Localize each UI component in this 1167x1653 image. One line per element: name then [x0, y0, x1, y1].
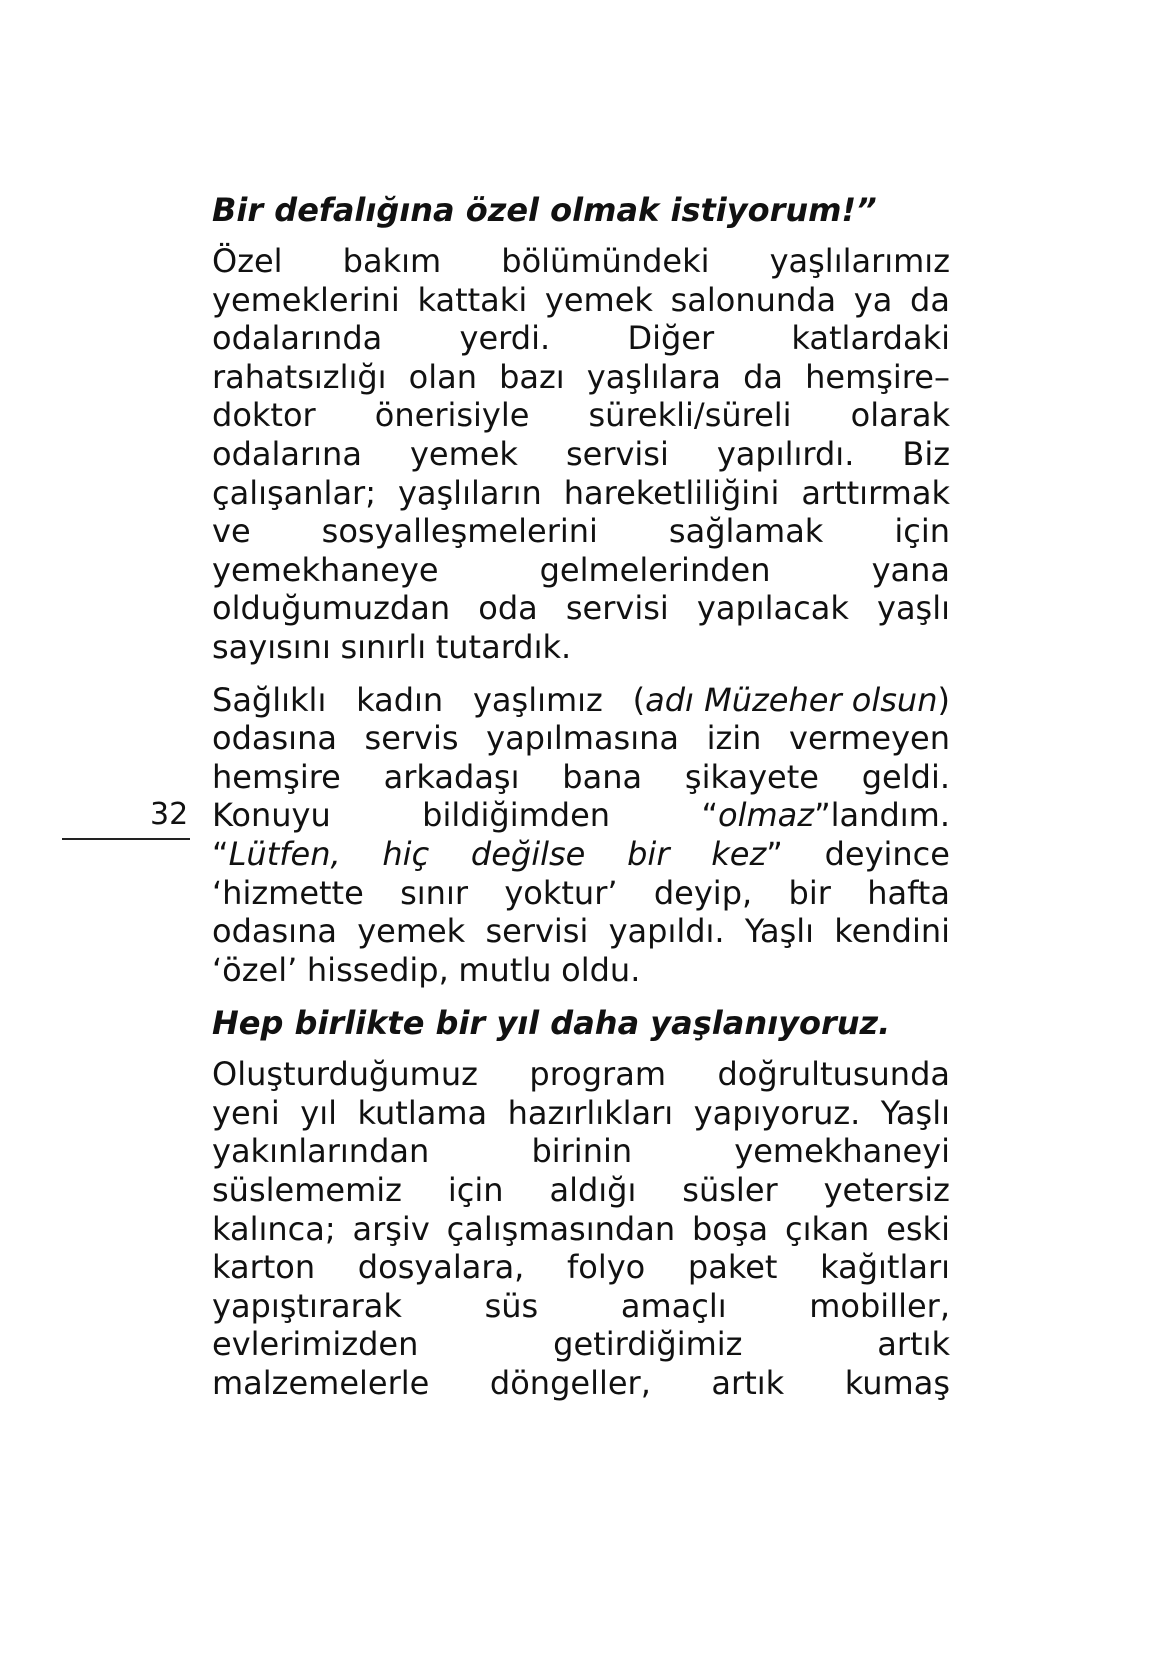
word: çalışanlar; [212, 473, 376, 512]
word: yakınlarından [212, 1132, 430, 1171]
text-line [212, 1325, 950, 1364]
word: izin [706, 719, 762, 758]
word: Sağlıklı [212, 680, 327, 719]
word: paket [687, 1248, 778, 1287]
word: yapıldı. [608, 912, 725, 951]
text-line [212, 758, 950, 797]
word: Yaşlı [744, 912, 815, 951]
text-line [212, 1055, 950, 1094]
word: süsler [682, 1171, 778, 1210]
text-line [212, 1364, 950, 1403]
word: yapıyoruz. [693, 1093, 861, 1132]
word: ve [212, 512, 251, 551]
word: hissedip, [306, 950, 449, 989]
word: mutlu [458, 950, 552, 989]
word: yaşlımız [472, 680, 603, 719]
word: doğrultusunda [717, 1055, 950, 1094]
word: servisi [485, 912, 589, 951]
word: sosyalleşmelerini [321, 512, 598, 551]
word: önerisiyle [374, 396, 530, 435]
word: Yaşlı [880, 1093, 950, 1132]
word: için [894, 512, 950, 551]
word: aldığı [549, 1171, 637, 1210]
word: dosyalara, [357, 1248, 525, 1287]
word: vermeyen [789, 719, 950, 758]
text-line [212, 719, 950, 758]
word: yapılmasına [486, 719, 679, 758]
text-line [212, 1171, 950, 1210]
text-line [212, 435, 950, 474]
text-line [212, 1248, 950, 1287]
word: arttırmak [801, 473, 950, 512]
word: oldu. [561, 950, 641, 989]
word: hafta [867, 873, 950, 912]
word: yapılırdı. [716, 434, 855, 473]
word: rahatsızlığı [212, 357, 387, 396]
word: sınır [400, 873, 468, 912]
word: da [743, 357, 784, 396]
word: karton [212, 1248, 316, 1287]
word: malzemelerle [212, 1364, 430, 1403]
word: hemşire [212, 757, 341, 796]
word: bazı [499, 357, 565, 396]
word: yeni [212, 1093, 280, 1132]
word: kalınca; [212, 1209, 336, 1248]
word: yemekhaneye [212, 550, 439, 589]
word: bir [788, 873, 831, 912]
word: çıkan [784, 1209, 870, 1248]
word: için [447, 1171, 504, 1210]
word: olarak [850, 396, 950, 435]
word: şikayete [684, 757, 819, 796]
word: sürekli/süreli [588, 396, 792, 435]
word: servisi [565, 589, 669, 628]
word: eski [886, 1209, 950, 1248]
word: deyince [824, 834, 950, 873]
page-number: 32 [150, 797, 189, 832]
word: odalarına [212, 434, 362, 473]
text-line [212, 358, 950, 397]
word: yemeklerini [212, 280, 400, 319]
word: ‘hizmette [212, 873, 364, 912]
word: program [529, 1055, 666, 1094]
text-line [212, 874, 950, 913]
word: döngeller, [489, 1364, 651, 1403]
word: yıl [300, 1093, 337, 1132]
word: kadın [356, 680, 444, 719]
word: kutlama [357, 1093, 488, 1132]
word: süs [484, 1286, 539, 1325]
word: artık [877, 1325, 950, 1364]
text-line [212, 589, 950, 628]
word: deyip, [653, 873, 753, 912]
paragraph [212, 242, 950, 667]
word: yana [871, 550, 950, 589]
word: evlerimizden [212, 1325, 419, 1364]
word: servisi [565, 434, 669, 473]
word: amaçlı [620, 1286, 727, 1325]
word: arkadaşı [383, 757, 520, 796]
word: yapıştırarak [212, 1286, 402, 1325]
text-line [212, 1287, 950, 1326]
word: yaşlılara [586, 357, 722, 396]
word: kağıtları [820, 1248, 950, 1287]
word: bildiğimden [422, 796, 611, 835]
word: getirdiğimiz [553, 1325, 743, 1364]
word: çalışmasından [446, 1209, 676, 1248]
word: kumaş [844, 1364, 950, 1403]
text-line [212, 796, 950, 835]
word: yaşlıların [397, 473, 542, 512]
paragraph [212, 681, 950, 990]
word: sağlamak [668, 512, 824, 551]
word: salonunda [670, 280, 837, 319]
text-line [212, 242, 950, 281]
word: kattaki [417, 280, 528, 319]
word: Diğer [627, 319, 715, 358]
word: süslememiz [212, 1171, 402, 1210]
word: yemek [409, 434, 518, 473]
word: yemek [544, 280, 653, 319]
text-line [212, 1094, 950, 1133]
page-content [212, 190, 950, 1417]
section-heading: Bir defalığına özel olmak istiyorum!” [212, 191, 877, 229]
word: hazırlıkları [507, 1093, 674, 1132]
text-line [212, 281, 950, 320]
word: bir [627, 834, 670, 873]
word: birinin [531, 1132, 633, 1171]
word: yoktur’ [504, 873, 618, 912]
word: (adı Müzeher olsun) [632, 680, 950, 719]
word: artık [711, 1364, 785, 1403]
word: bana [562, 757, 643, 796]
word: ya [853, 280, 893, 319]
word: hareketliliğini [563, 473, 780, 512]
paragraph [212, 1055, 950, 1402]
word: değilse [470, 834, 586, 873]
word: gelmelerinden [539, 550, 771, 589]
section-heading: Hep birlikte bir yıl daha yaşlanıyoruz. [212, 1004, 891, 1043]
word: kendini [834, 912, 950, 951]
word: kez” [711, 834, 783, 873]
word: “olmaz”landım. [701, 796, 950, 835]
text-line [212, 474, 950, 513]
text-line [212, 628, 950, 667]
word: arşiv [352, 1209, 430, 1248]
text-line [212, 951, 950, 990]
word: bölümündeki [501, 242, 710, 280]
text-line [212, 551, 950, 590]
word: ‘özel’ [212, 950, 298, 989]
word: tutardık. [435, 627, 572, 666]
word: odalarında [212, 319, 383, 358]
word: Biz [902, 434, 950, 473]
word: da [910, 280, 950, 319]
word: olan [408, 357, 477, 396]
word: folyo [567, 1248, 646, 1287]
word: doktor [212, 396, 316, 435]
word: Konuyu [212, 796, 331, 835]
word: hemşire– [805, 357, 950, 396]
word: servis [364, 719, 459, 758]
word: geldi. [861, 757, 950, 796]
word: mobiller, [809, 1286, 950, 1325]
word: yemek [357, 912, 466, 951]
word: yaşlı [877, 589, 950, 628]
text-line [212, 835, 950, 874]
word: sınırlı [340, 627, 427, 666]
word: Oluşturduğumuz [212, 1055, 478, 1094]
text-line [212, 1132, 950, 1171]
word: oda [478, 589, 538, 628]
word: hiç [382, 834, 430, 873]
page-number-rule [62, 838, 190, 840]
word: olduğumuzdan [212, 589, 451, 628]
word: yapılacak [696, 589, 849, 628]
text-line [212, 912, 950, 951]
text-line [212, 512, 950, 551]
word: Özel [212, 242, 283, 280]
word: katlardaki [791, 319, 950, 358]
text-line [212, 319, 950, 358]
word: odasına [212, 912, 337, 951]
word: yerdi. [459, 319, 551, 358]
word: bakım [342, 242, 442, 280]
word: yetersiz [823, 1171, 950, 1210]
word: sayısını [212, 627, 331, 666]
text-line [212, 396, 950, 435]
word: yemekhaneyi [734, 1132, 950, 1171]
text-line [212, 1210, 950, 1249]
word: yaşlılarımız [769, 242, 950, 280]
word: odasına [212, 719, 337, 758]
text-line [212, 681, 950, 720]
word: boşa [691, 1209, 769, 1248]
word: “Lütfen, [212, 834, 341, 873]
